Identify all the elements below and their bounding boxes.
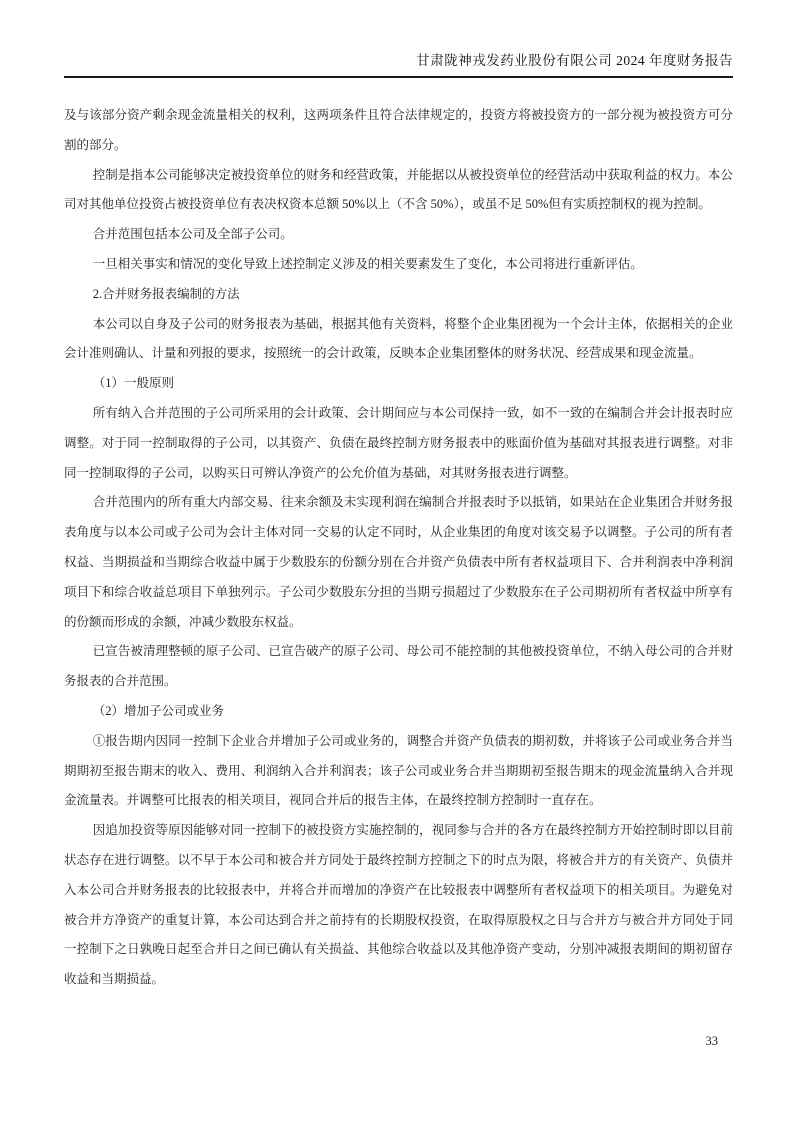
header-rule <box>64 76 733 78</box>
paragraph: 及与该部分资产剩余现金流量相关的权利，这两项条件且符合法律规定的，投资方将被投资方的一部分视为被投资方可分割的部分。 <box>64 108 733 152</box>
document-body <box>64 101 733 995</box>
paragraph: 已宣告被清理整顿的原子公司、已宣告破产的原子公司、母公司不能控制的其他被投资单位，不纳入母公司的合并财务报表的合并范围。 <box>64 644 733 689</box>
section-heading: 2.合并财务报表编制的方法 <box>92 286 240 301</box>
paragraph: 一旦相关事实和情况的变化导致上述控制定义涉及的相关要素发生了变化，本公司将进行重新评估。 <box>92 256 643 271</box>
paragraph: ①报告期内因同一控制下企业合并增加子公司或业务的，调整合并资产负债表的期初数，并将该子公司或业务合并当期期初至报告期末的收入、费用、利润纳入合并利润表；该子公司或业务合并当期期初至报告期末的现金流量纳入合并现金流量表。并调整可比报表的相关项目，视同合并后的报告主体，在最终控制方控制时一直存在。 <box>64 733 733 808</box>
paragraph: 合并范围包括本公司及全部子公司。 <box>92 227 293 242</box>
section-heading: （1）一般原则 <box>92 376 175 391</box>
section-heading: （2）增加子公司或业务 <box>92 703 225 718</box>
paragraph: 所有纳入合并范围的子公司所采用的会计政策、会计期间应与本公司保持一致，如不一致的在编制合并会计报表时应调整。对于同一控制取得的子公司，以其资产、负债在最终控制方财务报表中的账面价值为基础对其报表进行调整。对非同一控制取得的子公司，以购买日可辨认净资产的公允价值为基础，对其财务报表进行调整。 <box>64 405 733 480</box>
paragraph: 因追加投资等原因能够对同一控制下的被投资方实施控制的，视同参与合并的各方在最终控制方开始控制时即以目前状态存在进行调整。以不早于本公司和被合并方同处于最终控制方控制之下的时点为限，将被合并方的有关资产、负债并入本公司合并财务报表的比较报表中，并将合并而增加的净资产在比较报表中调整所有者权益项下的相关项目。为避免对被合并方净资产的重复计算，本公司达到合并之前持有的长期股权投资，在取得原股权之日与合并方与被合并方同处于同一控制下之日孰晚日起至合并日之间已确认有关损益、其他综合收益以及其他净资产变动，分别冲减报表期间的期初留存收益和当期损益。 <box>64 823 733 987</box>
page-number: 33 <box>705 1034 718 1048</box>
paragraph: 本公司以自身及子公司的财务报表为基础，根据其他有关资料，将整个企业集团视为一个会计主体，依据相关的企业会计准则确认、计量和列报的要求，按照统一的会计政策，反映本企业集团整体的财务状况、经营成果和现金流量。 <box>64 316 733 361</box>
page-header <box>64 52 733 70</box>
paragraph: 控制是指本公司能够决定被投资单位的财务和经营政策，并能据以从被投资单位的经营活动中获取利益的权力。本公司对其他单位投资占被投资单位有表决权资本总额 50%以上（不含 50%），或虽不足 50%但有实质控制权的视为控制。 <box>64 167 733 212</box>
paragraph: 合并范围内的所有重大内部交易、往来余额及未实现利润在编制合并报表时予以抵销，如果站在企业集团合并财务报表角度与以本公司或子公司为会计主体对同一交易的认定不同时，从企业集团的角度对该交易予以调整。子公司的所有者权益、当期损益和当期综合收益中属于少数股东的份额分别在合并资产负债表中所有者权益项目下、合并利润表中净利润项目下和综合收益总项目下单独列示。子公司少数股东分担的当期亏损超过了少数股东在子公司期初所有者权益中所享有的份额而形成的余额，冲减少数股东权益。 <box>64 495 733 629</box>
report-title: 甘肃陇神戎发药业股份有限公司 2024 年度财务报告 <box>416 53 733 68</box>
page-footer <box>706 1034 719 1049</box>
